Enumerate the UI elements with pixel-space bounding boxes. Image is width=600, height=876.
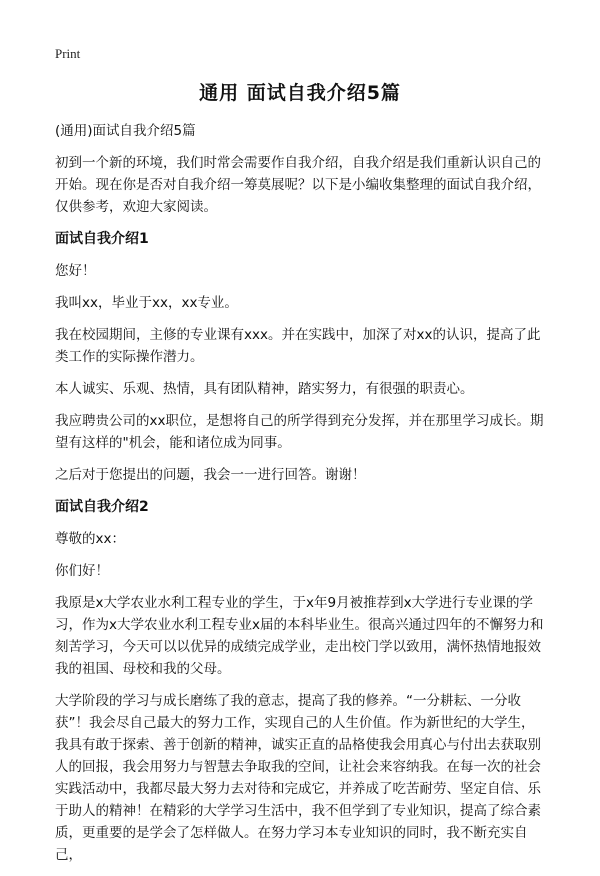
section-2-paragraph-1: 尊敬的xx： — [55, 531, 125, 547]
section-1-paragraph-1: 您好！ — [55, 263, 96, 279]
section-2-paragraph-4: 大学阶段的学习与成长磨练了我的意志，提高了我的修养。“一分耕耘、一分收获”！我会尽自己最大的努力工作，实现自己的人生价值。作为新世纪的大学生，我具有敢于探索、善于创新的精神，诚实正直的品格使我会用真心与付出去获取别人的回报，我会用努力与智慧去争取我的空间，让社会来容纳我。在每一次的社会实践活动中，我都尽最大努力去对待和完成它，并养成了吃苦耐劳、坚定自信、乐于助人的精神！在精彩的大学学习生活中，我不但学到了专业知识，提高了综合素质，更重要的是学会了怎样做人。在努力学习本专业知识的同时，我不断充实自己， — [55, 693, 541, 863]
section-1-paragraph-2: 我叫xx，毕业于xx，xx专业。 — [55, 295, 238, 311]
section-1-heading: 面试自我介绍1 — [55, 231, 149, 247]
section-2-paragraph-2: 你们好！ — [55, 563, 109, 579]
section-1-paragraph-6: 之后对于您提出的问题，我会一一进行回答。谢谢！ — [55, 467, 366, 483]
page-title: 通用 面试自我介绍5篇 — [199, 82, 401, 104]
document-body — [55, 120, 547, 876]
section-1-paragraph-5: 我应聘贵公司的xx职位，是想将自己的所学得到充分发挥，并在那里学习成长。期望有这样的"机会，能和诸位成为同事。 — [55, 413, 544, 451]
section-2-paragraph-3: 我原是x大学农业水利工程专业的学生，于x年9月被推荐到x大学进行专业课的学习，作为x大学农业水利工程专业x届的本科毕业生。很高兴通过四年的不懈努力和刻苦学习，今天可以以优异的成绩完成学业，走出校门学以致用，满怀热情地报效我的祖国、母校和我的父母。 — [55, 595, 544, 677]
intro-paragraph: 初到一个新的环境，我们时常会需要作自我介绍，自我介绍是我们重新认识自己的开始。现在你是否对自我介绍一筹莫展呢？以下是小编收集整理的面试自我介绍，仅供参考，欢迎大家阅读。 — [55, 155, 541, 215]
section-1-paragraph-4: 本人诚实、乐观、热情，具有团队精神，踏实努力，有很强的职责心。 — [55, 381, 474, 397]
document-subtitle: (通用)面试自我介绍5篇 — [55, 123, 196, 139]
section-2-heading: 面试自我介绍2 — [55, 499, 149, 515]
section-1-paragraph-3: 我在校园期间，主修的专业课有xxx。并在实践中，加深了对xx的认识，提高了此类工作的实际操作潜力。 — [55, 327, 541, 365]
print-link[interactable]: Print — [55, 46, 81, 61]
